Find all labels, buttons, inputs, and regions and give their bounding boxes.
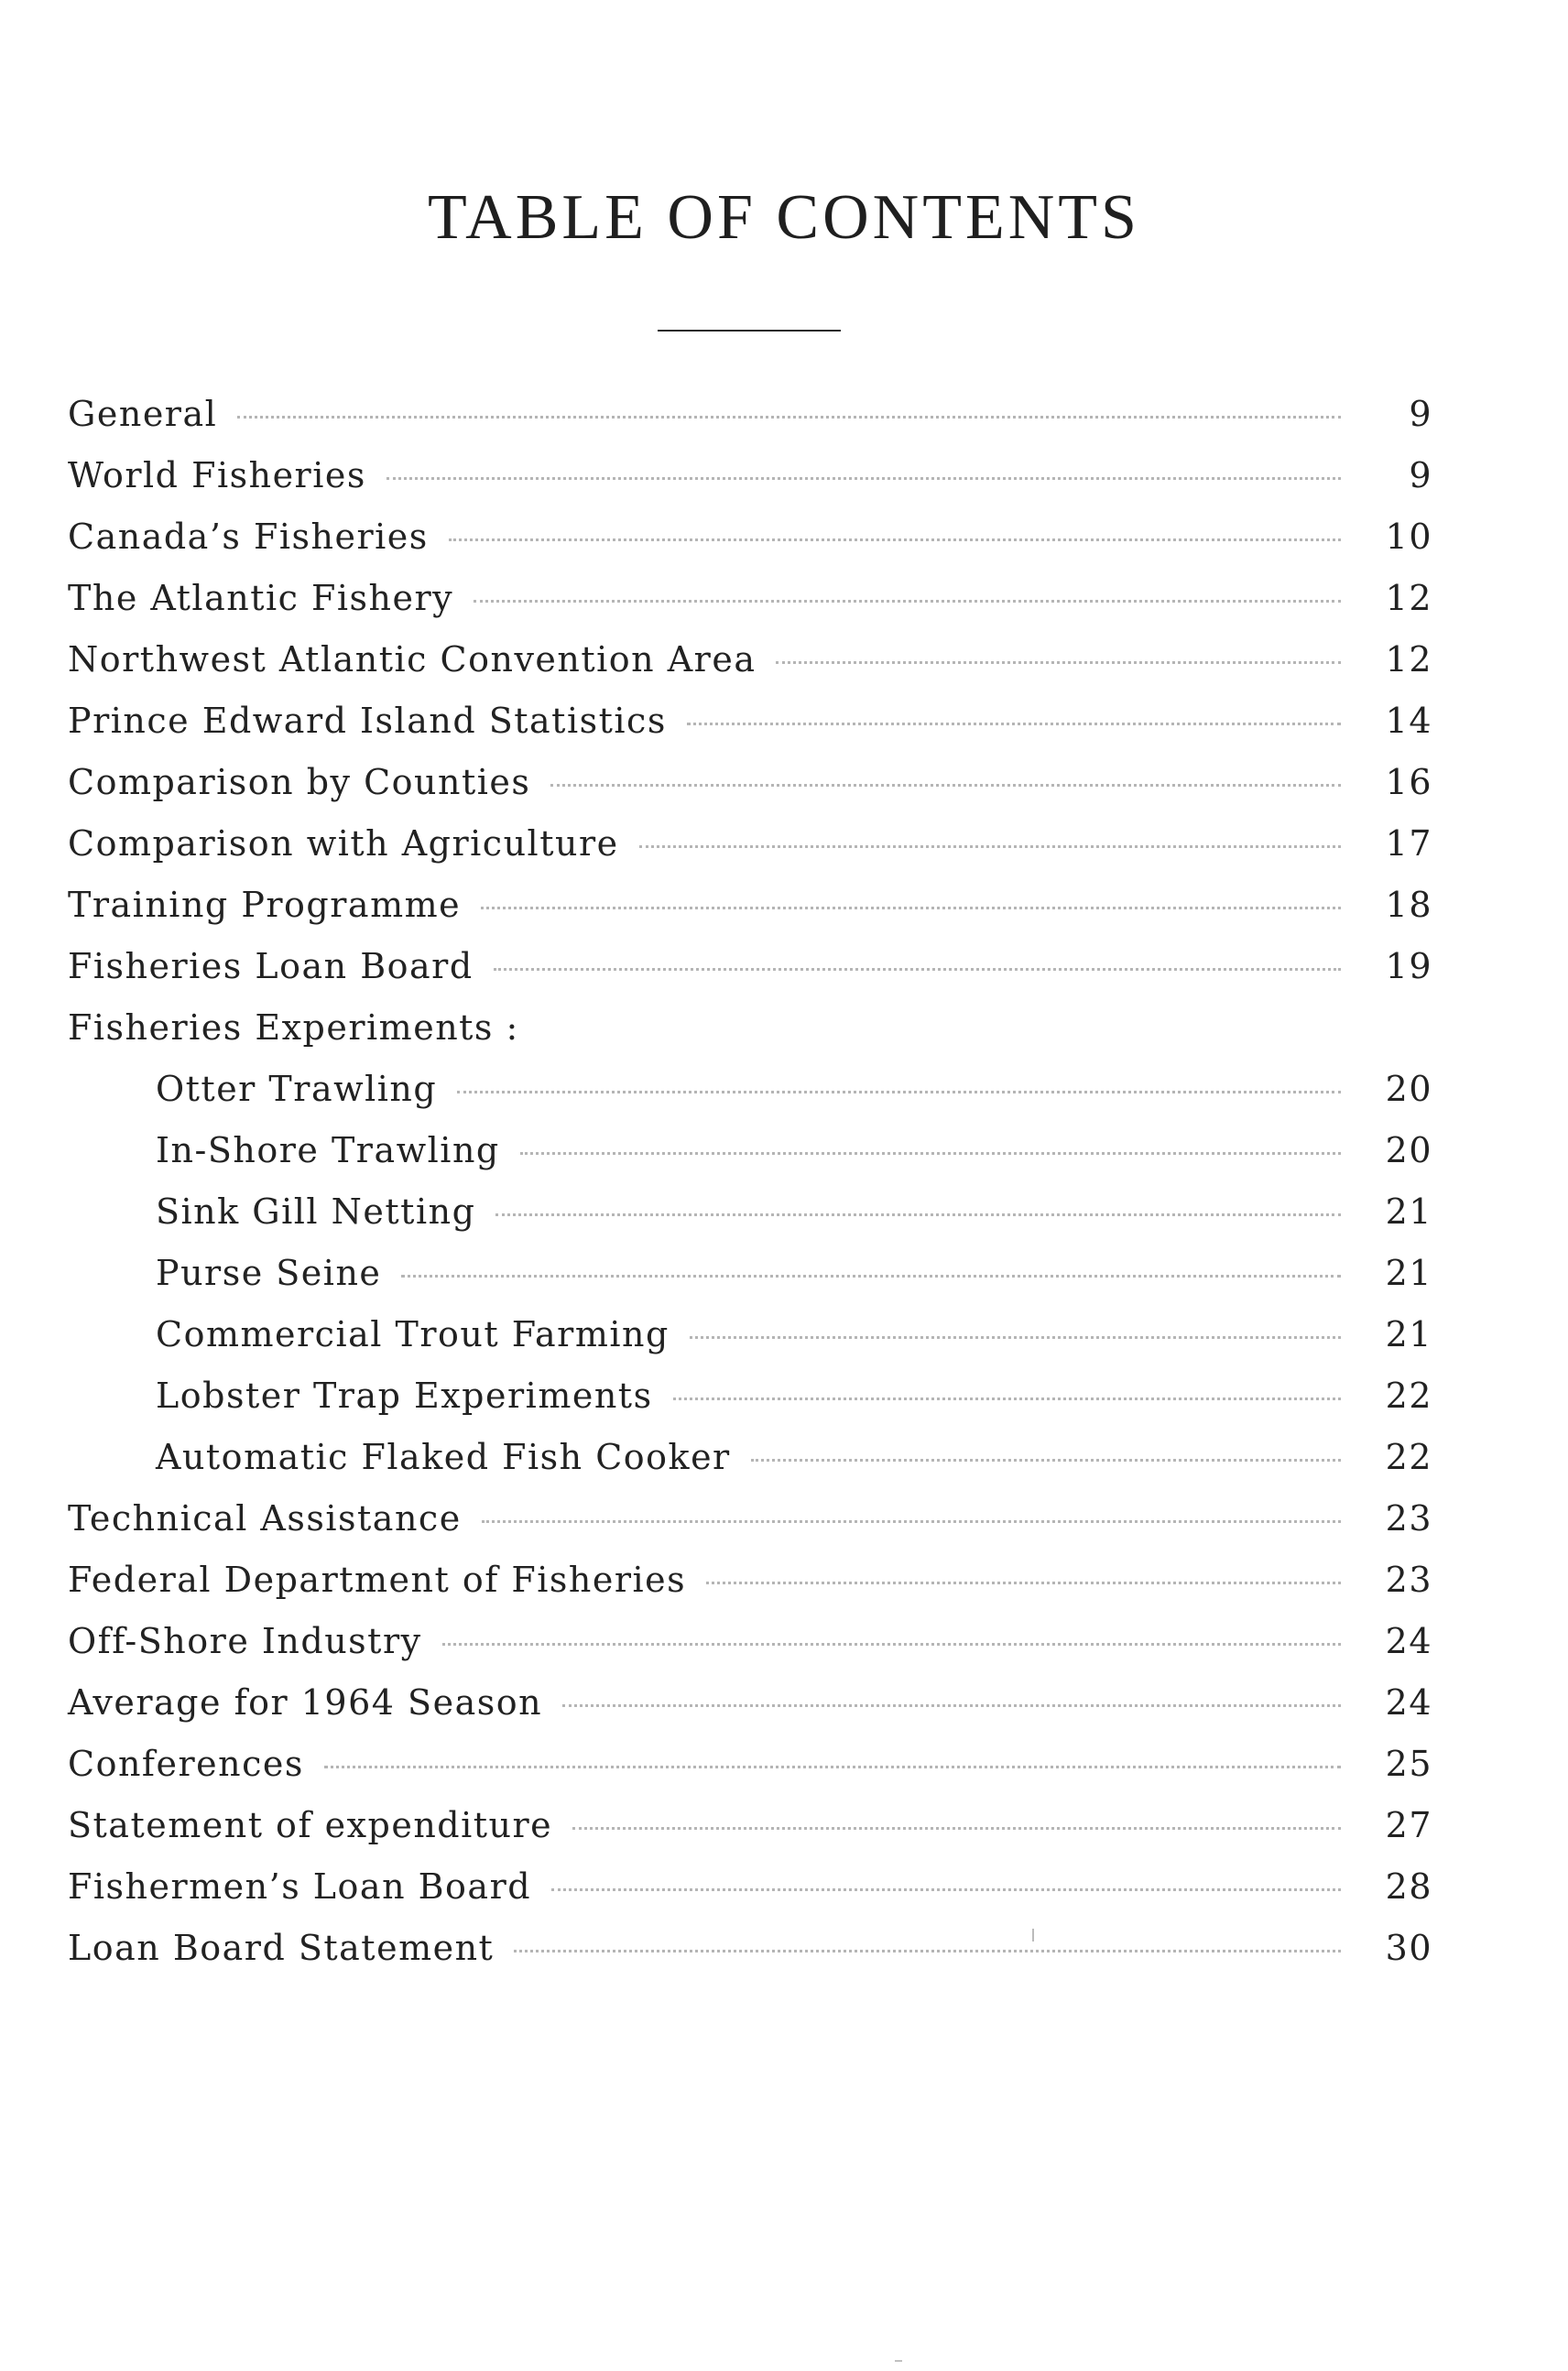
- toc-entry-page: 24: [1385, 1621, 1432, 1661]
- title-divider: [658, 330, 841, 332]
- dot-leader: [520, 1152, 1341, 1155]
- toc-entry-page: 23: [1385, 1498, 1432, 1539]
- toc-entry-label: Fishermen’s Loan Board: [68, 1866, 532, 1907]
- toc-subentry: [68, 1376, 1432, 1437]
- dot-leader: [481, 907, 1341, 909]
- dot-leader: [474, 600, 1341, 603]
- toc-subentry: [68, 1253, 1432, 1314]
- toc-entry-label: Fisheries Loan Board: [68, 946, 474, 986]
- toc-entry: [68, 1928, 1432, 1989]
- dot-leader: [690, 1336, 1341, 1339]
- toc-entry-label: Fisheries Experiments :: [68, 1007, 519, 1048]
- toc-entry: [68, 1805, 1432, 1866]
- toc-entry-label: The Atlantic Fishery: [68, 578, 454, 618]
- toc-entry-page: 10: [1385, 517, 1432, 557]
- toc-subentry: [68, 1191, 1432, 1253]
- toc-entry-label: Training Programme: [68, 885, 462, 925]
- page-title: TABLE OF CONTENTS: [428, 182, 1140, 253]
- toc-entry-label: Conferences: [68, 1744, 304, 1784]
- toc-subentry: [68, 1437, 1432, 1498]
- dot-leader: [776, 661, 1341, 664]
- toc-entry: [68, 762, 1432, 823]
- toc-entry-label: World Fisheries: [68, 455, 366, 495]
- toc-subentry: [68, 1130, 1432, 1191]
- toc-entry-page: 25: [1385, 1744, 1432, 1784]
- dot-leader: [387, 477, 1341, 480]
- table-of-contents: [68, 394, 1432, 1989]
- toc-entry-label: Comparison with Agriculture: [68, 823, 619, 864]
- toc-entry-page: 22: [1385, 1376, 1432, 1416]
- toc-entry: [68, 946, 1432, 1007]
- toc-entry-page: 24: [1385, 1682, 1432, 1723]
- toc-entry: [68, 1682, 1432, 1744]
- toc-entry-page: 19: [1385, 946, 1432, 986]
- toc-entry-page: 21: [1385, 1314, 1432, 1354]
- toc-entry-page: 20: [1385, 1130, 1432, 1170]
- toc-entry: [68, 517, 1432, 578]
- toc-entry-page: 16: [1385, 762, 1432, 802]
- toc-entry-label: Off-Shore Industry: [68, 1621, 422, 1661]
- toc-subentry: [68, 1069, 1432, 1130]
- scan-speck: [895, 2360, 902, 2362]
- toc-entry-label: Federal Department of Fisheries: [68, 1560, 687, 1600]
- toc-entry-page: 28: [1385, 1866, 1432, 1907]
- toc-entry-label: Purse Seine: [156, 1253, 382, 1293]
- toc-entry-page: 18: [1385, 885, 1432, 925]
- dot-leader: [457, 1091, 1341, 1093]
- dot-leader: [514, 1950, 1341, 1952]
- dot-leader: [673, 1398, 1341, 1400]
- toc-entry: [68, 1744, 1432, 1805]
- toc-entry: [68, 823, 1432, 885]
- toc-entry-label: Prince Edward Island Statistics: [68, 701, 667, 741]
- toc-entry-page: 12: [1385, 578, 1432, 618]
- dot-leader: [442, 1643, 1341, 1646]
- toc-entry-label: Technical Assistance: [68, 1498, 462, 1539]
- toc-entry: [68, 885, 1432, 946]
- toc-entry: [68, 639, 1432, 701]
- toc-entry-label: Average for 1964 Season: [68, 1682, 543, 1723]
- dot-leader: [494, 968, 1341, 971]
- dot-leader: [449, 538, 1341, 541]
- toc-entry-page: 9: [1409, 455, 1432, 495]
- toc-entry-label: Comparison by Counties: [68, 762, 531, 802]
- scan-speck: [1032, 1929, 1034, 1941]
- dot-leader: [495, 1213, 1341, 1216]
- dot-leader: [751, 1459, 1341, 1462]
- toc-entry: [68, 1621, 1432, 1682]
- toc-entry-label: General: [68, 394, 218, 434]
- toc-entry: [68, 578, 1432, 639]
- toc-entry-page: 21: [1385, 1253, 1432, 1293]
- dot-leader: [550, 784, 1341, 787]
- toc-entry-page: 23: [1385, 1560, 1432, 1600]
- toc-entry-label: Canada’s Fisheries: [68, 517, 429, 557]
- toc-entry: [68, 1498, 1432, 1560]
- toc-entry-page: 27: [1385, 1805, 1432, 1845]
- toc-entry-label: Lobster Trap Experiments: [156, 1376, 653, 1416]
- toc-entry: [68, 455, 1432, 517]
- toc-section-heading: [68, 1007, 1432, 1069]
- dot-leader: [562, 1704, 1341, 1707]
- dot-leader: [482, 1520, 1341, 1523]
- dot-leader: [706, 1582, 1341, 1584]
- toc-entry: [68, 394, 1432, 455]
- toc-entry-page: 14: [1385, 701, 1432, 741]
- toc-entry-page: 9: [1409, 394, 1432, 434]
- toc-entry: [68, 701, 1432, 762]
- toc-entry-label: In-Shore Trawling: [156, 1130, 500, 1170]
- dot-leader: [687, 723, 1341, 725]
- toc-entry-page: 17: [1385, 823, 1432, 864]
- dot-leader: [324, 1766, 1341, 1768]
- toc-entry-label: Otter Trawling: [156, 1069, 438, 1109]
- dot-leader: [401, 1275, 1341, 1278]
- toc-entry-page: 21: [1385, 1191, 1432, 1232]
- toc-entry-label: Statement of expenditure: [68, 1805, 553, 1845]
- dot-leader: [237, 416, 1341, 419]
- toc-entry-page: 30: [1385, 1928, 1432, 1968]
- toc-entry-label: Automatic Flaked Fish Cooker: [156, 1437, 731, 1477]
- toc-entry: [68, 1866, 1432, 1928]
- dot-leader: [551, 1888, 1341, 1891]
- toc-entry-page: 22: [1385, 1437, 1432, 1477]
- dot-leader: [572, 1827, 1341, 1830]
- toc-entry-label: Commercial Trout Farming: [156, 1314, 670, 1354]
- toc-entry-page: 20: [1385, 1069, 1432, 1109]
- toc-entry-page: 12: [1385, 639, 1432, 680]
- toc-entry: [68, 1560, 1432, 1621]
- toc-entry-label: Sink Gill Netting: [156, 1191, 476, 1232]
- toc-entry-label: Northwest Atlantic Convention Area: [68, 639, 757, 680]
- dot-leader: [639, 845, 1341, 848]
- toc-entry-label: Loan Board Statement: [68, 1928, 495, 1968]
- toc-subentry: [68, 1314, 1432, 1376]
